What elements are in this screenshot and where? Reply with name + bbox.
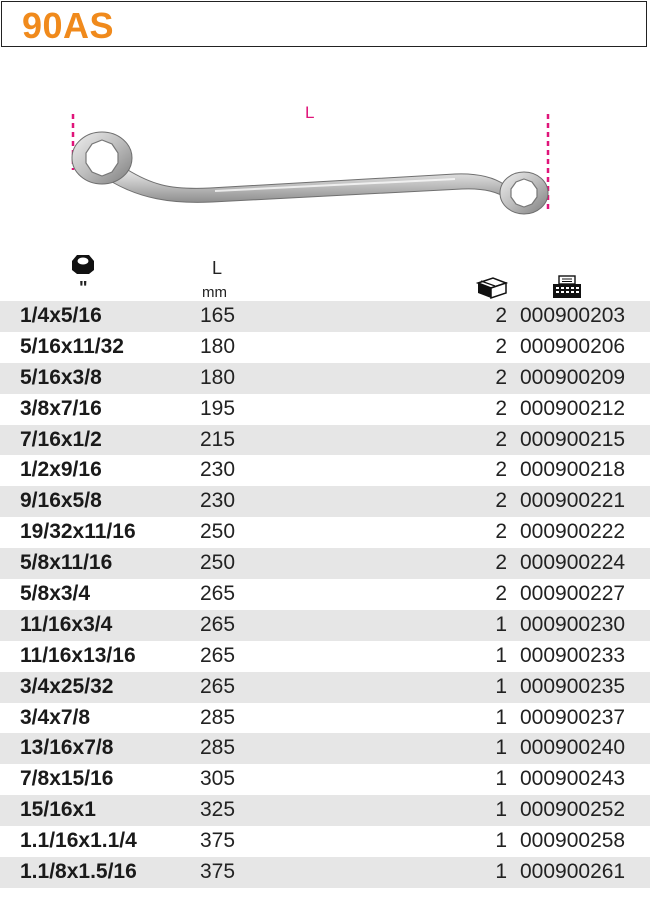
table-row: [0, 795, 650, 826]
code-cell: 000900209: [520, 365, 626, 389]
table-row: [0, 363, 650, 394]
size-cell: 15/16x1: [20, 798, 96, 822]
quantity-cell: 2: [495, 304, 507, 327]
table-row: [0, 857, 650, 888]
hex-nut-icon: [68, 253, 98, 275]
length-cell: 285: [200, 705, 236, 729]
quantity-cell: 1: [495, 705, 507, 729]
code-cell: 000900261: [520, 860, 626, 884]
code-cell: 000900252: [520, 798, 626, 822]
size-cell: 11/16x13/16: [20, 643, 136, 667]
table-row: [0, 394, 650, 425]
code-cell: 000900230: [520, 612, 626, 636]
quantity-cell: 1: [495, 798, 507, 822]
table-row: [0, 703, 650, 734]
size-cell: 9/16x5/8: [20, 489, 102, 513]
length-cell: 325: [200, 798, 236, 822]
length-cell: 305: [200, 767, 236, 791]
quantity-cell: 2: [495, 396, 507, 420]
length-cell: 195: [200, 396, 236, 420]
size-cell: 1/4x5/16: [20, 304, 102, 327]
table-row: [0, 579, 650, 610]
length-cell: 180: [200, 365, 236, 389]
length-cell: 250: [200, 551, 236, 575]
code-cell: 000900243: [520, 767, 626, 791]
wrench-illustration: [0, 90, 650, 240]
code-cell: 000900237: [520, 705, 626, 729]
size-cell: 3/8x7/16: [20, 396, 102, 420]
table-row: [0, 425, 650, 456]
length-cell: 375: [200, 829, 236, 853]
code-cell: 000900221: [520, 489, 626, 513]
length-cell: 165: [200, 304, 236, 327]
size-cell: 3/4x25/32: [20, 674, 114, 698]
quantity-cell: 2: [495, 551, 507, 575]
code-cell: 000900235: [520, 674, 626, 698]
table-row: [0, 486, 650, 517]
table-row: [0, 517, 650, 548]
size-cell: 1.1/8x1.5/16: [20, 860, 137, 884]
size-cell: 5/8x3/4: [20, 582, 91, 606]
size-unit-label: ": [79, 278, 88, 298]
table-row: [0, 455, 650, 486]
quantity-cell: 1: [495, 674, 507, 698]
size-cell: 7/8x15/16: [20, 767, 114, 791]
length-cell: 230: [200, 458, 236, 482]
table-row: [0, 826, 650, 857]
box-icon: [475, 276, 509, 300]
size-cell: 19/32x11/16: [20, 520, 136, 544]
code-cell: 000900206: [520, 334, 626, 358]
title-box: [1, 1, 647, 47]
code-cell: 000900212: [520, 396, 626, 420]
table-row: [0, 301, 650, 332]
length-cell: 285: [200, 736, 236, 760]
quantity-cell: 2: [495, 458, 507, 482]
length-unit-label: mm: [202, 284, 227, 301]
length-cell: 265: [200, 582, 236, 606]
length-cell: 180: [200, 334, 236, 358]
code-cell: 000900258: [520, 829, 626, 853]
quantity-cell: 2: [495, 520, 507, 544]
code-cell: 000900215: [520, 427, 626, 451]
product-table: [0, 301, 650, 888]
size-cell: 5/16x3/8: [20, 365, 102, 389]
size-cell: 7/16x1/2: [20, 427, 102, 451]
size-cell: 1.1/16x1.1/4: [20, 829, 137, 853]
quantity-cell: 2: [495, 582, 507, 606]
quantity-cell: 2: [495, 489, 507, 513]
register-icon: [551, 274, 583, 300]
code-cell: 000900227: [520, 582, 626, 606]
length-cell: 265: [200, 612, 236, 636]
product-title: 90AS: [22, 5, 115, 46]
quantity-cell: 1: [495, 829, 507, 853]
code-cell: 000900240: [520, 736, 626, 760]
size-cell: 13/16x7/8: [20, 736, 114, 760]
length-cell: 265: [200, 674, 236, 698]
quantity-cell: 1: [495, 643, 507, 667]
quantity-cell: 2: [495, 334, 507, 358]
length-cell: 250: [200, 520, 236, 544]
size-cell: 11/16x3/4: [20, 612, 113, 636]
length-cell: 375: [200, 860, 236, 884]
length-header: L: [212, 258, 223, 278]
code-cell: 000900224: [520, 551, 626, 575]
table-row: [0, 764, 650, 795]
length-cell: 265: [200, 643, 236, 667]
length-dimension-label: L: [305, 103, 315, 122]
size-cell: 5/16x11/32: [20, 334, 124, 358]
size-cell: 3/4x7/8: [20, 705, 91, 729]
code-cell: 000900233: [520, 643, 626, 667]
code-cell: 000900203: [520, 304, 626, 327]
quantity-cell: 1: [495, 612, 507, 636]
table-row: [0, 610, 650, 641]
quantity-cell: 1: [495, 860, 507, 884]
size-cell: 1/2x9/16: [20, 458, 102, 482]
quantity-cell: 2: [495, 365, 507, 389]
table-row: [0, 548, 650, 579]
code-cell: 000900218: [520, 458, 626, 482]
table-row: [0, 672, 650, 703]
table-row: [0, 641, 650, 672]
length-cell: 230: [200, 489, 236, 513]
table-row: [0, 332, 650, 363]
quantity-cell: 1: [495, 736, 507, 760]
size-cell: 5/8x11/16: [20, 551, 113, 575]
table-row: [0, 733, 650, 764]
length-cell: 215: [200, 427, 236, 451]
code-cell: 000900222: [520, 520, 626, 544]
quantity-cell: 1: [495, 767, 507, 791]
quantity-cell: 2: [495, 427, 507, 451]
